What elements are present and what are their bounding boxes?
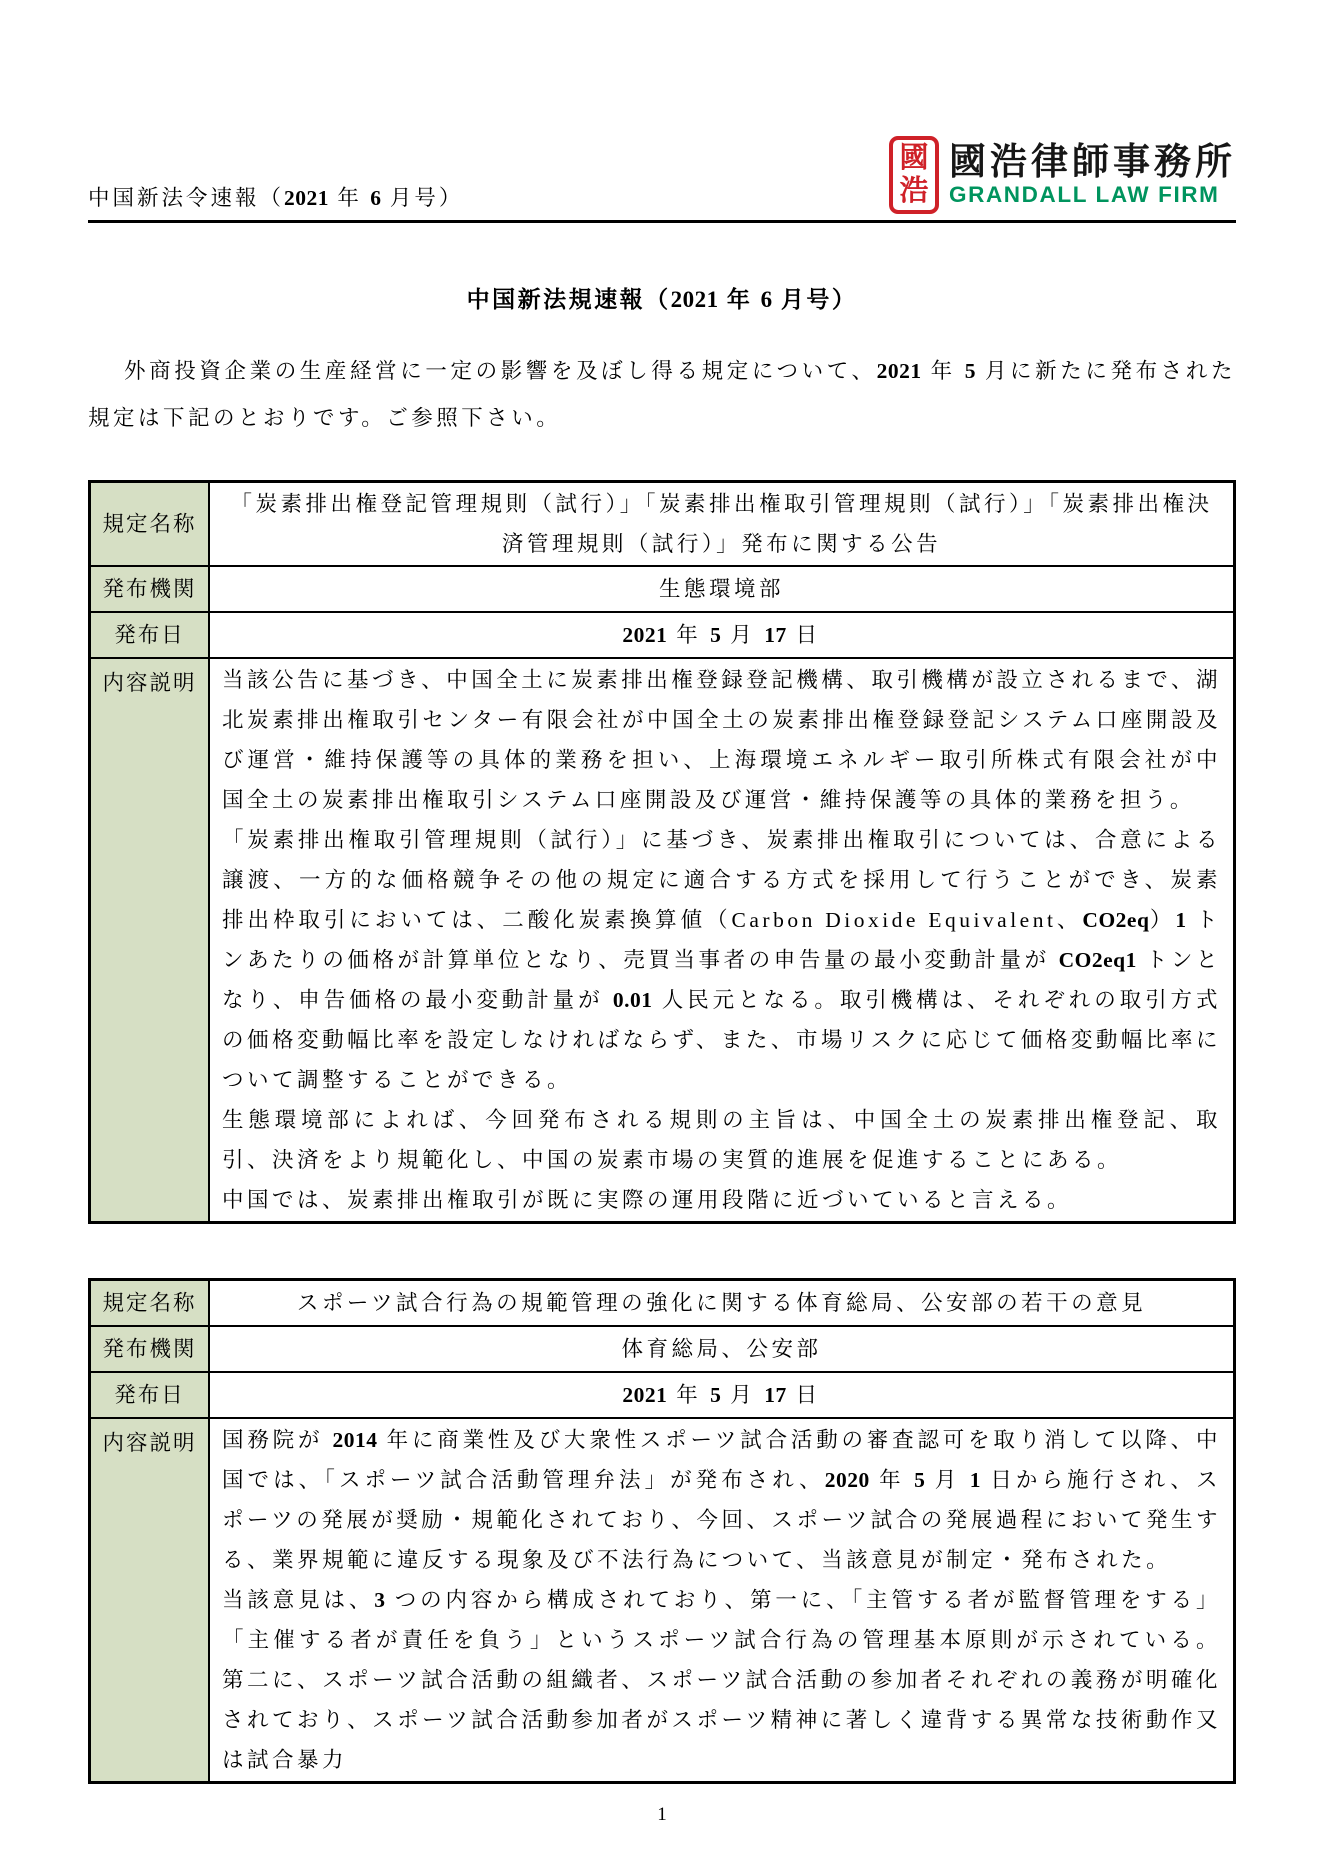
table-row	[90, 1418, 1235, 1783]
row-paragraph: 「炭素排出権取引管理規則（試行）」に基づき、炭素排出権取引については、合意による譲渡、一方的な価格競争その他の規定に適合する方式を採用して行うことができ、炭素排出枠取引においては、二酸化炭素換算値（Carbon Dioxide Equivalent、CO2eq）1 トンあたりの価格が計算単位となり、売買当事者の申告量の最小変動計量が CO2eq1 トンとなり、申告価格の最小変動計量が 0.01 人民元となる。取引機構は、それぞれの取引方式の価格変動幅比率を設定しなければならず、また、市場リスクに応じて価格変動幅比率について調整することができる。	[222, 828, 1221, 1092]
row-paragraph: 生態環境部によれば、今回発布される規則の主旨は、中国全土の炭素排出権登記、取引、決済をより規範化し、中国の炭素市場の実質的進展を促進することにある。	[222, 1108, 1221, 1172]
row-paragraph: 中国では、炭素排出権取引が既に実際の運用段階に近づいていると言える。	[222, 1188, 1073, 1212]
row-label: 規定名称	[90, 1280, 210, 1327]
firm-name-cn: 國浩律師事務所	[949, 141, 1236, 183]
firm-logo	[889, 136, 1236, 214]
row-paragraph: 当該公告に基づき、中国全土に炭素排出権登録登記機構、取引機構が設立されるまで、湖北炭素排出権取引センター有限会社が中国全土の炭素排出権登録登記システム口座開設及び運営・維持保護等の具体的業務を担い、上海環境エネルギー取引所株式有限会社が中国全土の炭素排出権取引システム口座開設及び運営・維持保護等の具体的業務を担う。	[222, 668, 1221, 812]
row-label: 発布機関	[90, 1326, 210, 1372]
table-row	[90, 482, 1235, 567]
row-value: 2021 年 5 月 17 日	[209, 612, 1235, 658]
document-title: 中国新法規速報（2021 年 6 月号）	[466, 287, 858, 312]
table-row	[90, 658, 1235, 1223]
row-value	[209, 658, 1235, 1223]
table-row	[90, 1372, 1235, 1418]
page-number: 1	[657, 1804, 667, 1825]
row-label: 発布機関	[90, 566, 210, 612]
row-label: 内容説明	[90, 658, 210, 1223]
seal-char-top: 國	[899, 142, 929, 174]
seal-char-bottom: 浩	[899, 175, 929, 207]
row-label: 規定名称	[90, 482, 210, 567]
table-row	[90, 612, 1235, 658]
row-value	[209, 1418, 1235, 1783]
page-header	[88, 0, 1236, 220]
header-rule	[88, 220, 1236, 223]
row-value: 体育総局、公安部	[209, 1326, 1235, 1372]
row-value: 2021 年 5 月 17 日	[209, 1372, 1235, 1418]
table-row	[90, 1326, 1235, 1372]
newsletter-header-title: 中国新法令速報（2021 年 6 月号）	[88, 186, 464, 210]
firm-name-en: GRANDALL LAW FIRM	[949, 181, 1220, 207]
firm-logo-text	[949, 142, 1236, 208]
row-value: 「炭素排出権登記管理規則（試行）」「炭素排出権取引管理規則（試行）」「炭素排出権決済管理規則（試行）」発布に関する公告	[209, 482, 1235, 567]
row-value: スポーツ試合行為の規範管理の強化に関する体育総局、公安部の若干の意見	[209, 1280, 1235, 1327]
row-label: 発布日	[90, 612, 210, 658]
table-row	[90, 1280, 1235, 1327]
row-label: 発布日	[90, 1372, 210, 1418]
regulation-table-2	[88, 1278, 1236, 1784]
table-row	[90, 566, 1235, 612]
intro-paragraph: 外商投資企業の生産経営に一定の影響を及ぼし得る規定について、2021 年 5 月に新たに発布された規定は下記のとおりです。ご参照下さい。	[88, 359, 1236, 430]
row-label: 内容説明	[90, 1418, 210, 1783]
row-paragraph: 当該意見は、3 つの内容から構成されており、第一に、「主管する者が監督管理をする」「主催する者が責任を負う」というスポーツ試合行為の管理基本原則が示されている。第二に、スポーツ試合活動の組織者、スポーツ試合活動の参加者それぞれの義務が明確化されており、スポーツ試合活動参加者がスポーツ精神に著しく違背する異常な技術動作又は試合暴力	[222, 1588, 1221, 1772]
firm-seal-icon	[889, 136, 939, 214]
regulation-table-1	[88, 480, 1236, 1224]
row-paragraph: 国務院が 2014 年に商業性及び大衆性スポーツ試合活動の審査認可を取り消して以降、中国では、「スポーツ試合活動管理弁法」が発布され、2020 年 5 月 1 日から施行され、スポーツの発展が奨励・規範化されており、今回、スポーツ試合の発展過程において発生する、業界規範に違反する現象及び不法行為について、当該意見が制定・発布された。	[222, 1428, 1221, 1572]
row-value: 生態環境部	[209, 566, 1235, 612]
